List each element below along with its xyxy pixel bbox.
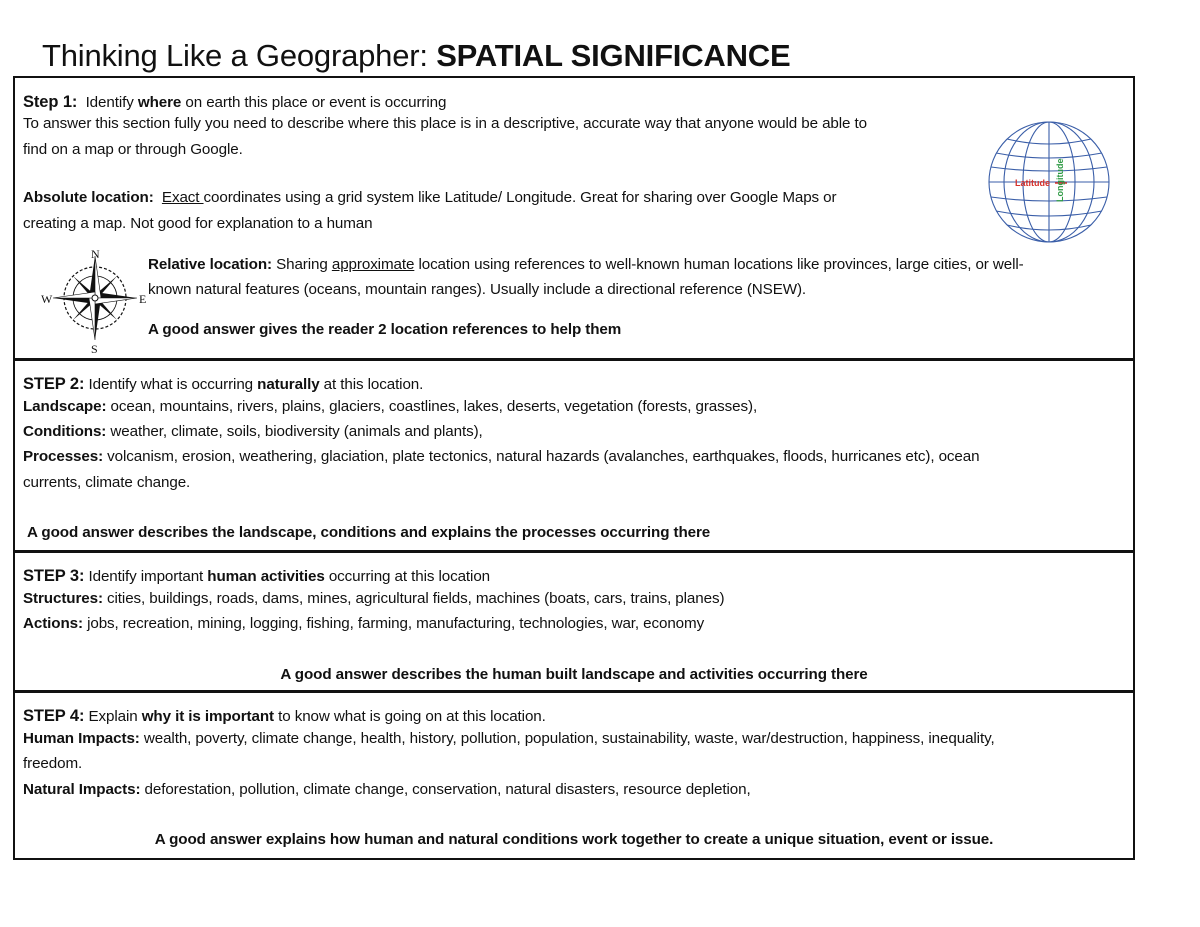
- landscape-line: [23, 397, 757, 417]
- step-3-heading: [23, 566, 490, 587]
- relative-location-approx: approximate: [331, 256, 415, 273]
- globe-icon: [985, 118, 1113, 246]
- step-2-heading: [23, 374, 423, 395]
- processes-text: volcanism, erosion, weathering, glaciation, plate tectonics, natural hazards (avalanches, earthquakes, floods, hurricanes etc), ocean: [103, 448, 980, 465]
- relative-location-text-a: Sharing: [271, 256, 332, 273]
- step-2-intro-b: at this location.: [319, 376, 424, 393]
- step-4-good-answer: [15, 830, 1133, 850]
- globe-longitude-label: Longitude: [1055, 158, 1065, 202]
- relative-location-text-b: location using references to well-known human locations like provinces, large cities, or well-: [414, 256, 1024, 273]
- processes-line-2: currents, climate change.: [23, 474, 191, 491]
- step-4-intro-a: Explain: [84, 708, 142, 725]
- compass-west-label: W: [41, 292, 53, 306]
- structures-text: cities, buildings, roads, dams, mines, agricultural fields, machines (boats, cars, trains, planes): [102, 590, 725, 607]
- absolute-location-line-1: [23, 188, 836, 208]
- step-1-label: Step 1:: [23, 93, 78, 111]
- step-4-heading: [23, 706, 546, 727]
- step-1-intro-bold: where: [137, 94, 182, 111]
- step-2-intro-bold: naturally: [257, 376, 320, 393]
- compass-rose-icon: [39, 246, 149, 354]
- conditions-line: [23, 422, 483, 442]
- step-3-good-answer-text: A good answer describes the human built landscape and activities occurring there: [280, 666, 868, 683]
- step-3-label: STEP 3:: [23, 567, 85, 585]
- relative-location-line-2: known natural features (oceans, mountain ranges). Usually include a directional reference (NSEW).: [148, 281, 807, 298]
- compass-north-label: N: [91, 247, 100, 261]
- step-4-section: [13, 690, 1135, 860]
- conditions-label: Conditions:: [23, 423, 107, 440]
- step-2-good-answer-text: A good answer describes the landscape, conditions and explains the processes occurring there: [27, 524, 711, 541]
- absolute-location-exact: Exact: [161, 189, 204, 206]
- step-3-intro-bold: human activities: [207, 568, 325, 585]
- step-3-good-answer: [15, 665, 1133, 685]
- actions-line: [23, 614, 704, 634]
- step-1-intro-a: Identify: [85, 94, 138, 111]
- step-4-intro-b: to know what is going on at this location.: [274, 708, 546, 725]
- step-3-intro-a: Identify important: [84, 568, 208, 585]
- natural-impacts-line: [23, 780, 751, 800]
- compass-south-label: S: [91, 342, 98, 354]
- step-2-intro-a: Identify what is occurring: [84, 376, 258, 393]
- absolute-location-line-2: creating a map. Not good for explanation to a human: [23, 215, 373, 232]
- step-1-good-answer: [148, 320, 621, 340]
- step-2-label: STEP 2:: [23, 375, 85, 393]
- step-1-desc-line-1: To answer this section fully you need to describe where this place is in a descriptive, accurate way that anyone would be able to: [23, 115, 867, 132]
- absolute-location-text: coordinates using a grid system like Latitude/ Longitude. Great for sharing over Google Maps or: [203, 189, 837, 206]
- human-impacts-label: Human Impacts:: [23, 730, 140, 747]
- step-3-section: [13, 550, 1135, 693]
- structures-line: [23, 589, 724, 609]
- step-1-heading: [23, 92, 446, 113]
- step-1-good-answer-text: A good answer gives the reader 2 location references to help them: [148, 321, 622, 338]
- step-2-good-answer: [27, 523, 710, 543]
- title-prefix: Thinking Like a Geographer:: [42, 38, 437, 73]
- step-4-intro-bold: why it is important: [141, 708, 274, 725]
- structures-label: Structures:: [23, 590, 103, 607]
- relative-location-line-1: [148, 255, 1024, 275]
- actions-text: jobs, recreation, mining, logging, fishing, farming, manufacturing, technologies, war, economy: [82, 615, 705, 632]
- landscape-label: Landscape:: [23, 398, 107, 415]
- actions-label: Actions:: [23, 615, 83, 632]
- conditions-text: weather, climate, soils, biodiversity (animals and plants),: [106, 423, 483, 440]
- globe-latitude-label: Latitude: [1015, 178, 1050, 188]
- step-1-intro-b: on earth this place or event is occurring: [181, 94, 447, 111]
- processes-label: Processes:: [23, 448, 104, 465]
- relative-location-label: Relative location:: [148, 256, 272, 273]
- step-1-desc-line-2: find on a map or through Google.: [23, 141, 243, 158]
- step-3-intro-b: occurring at this location: [324, 568, 491, 585]
- page-title: [42, 36, 790, 76]
- step-1-section: [13, 76, 1135, 361]
- processes-line-1: [23, 447, 979, 467]
- absolute-location-label: Absolute location:: [23, 189, 154, 206]
- human-impacts-line-2: freedom.: [23, 755, 83, 772]
- natural-impacts-text: deforestation, pollution, climate change, conservation, natural disasters, resource depletion,: [140, 781, 751, 798]
- compass-east-label: E: [139, 292, 147, 306]
- step-4-good-answer-text: A good answer explains how human and natural conditions work together to create a unique situation, event or issue.: [154, 831, 994, 848]
- step-4-label: STEP 4:: [23, 707, 85, 725]
- natural-impacts-label: Natural Impacts:: [23, 781, 141, 798]
- title-emphasis: SPATIAL SIGNIFICANCE: [436, 38, 791, 73]
- human-impacts-text: wealth, poverty, climate change, health, history, pollution, population, sustainability, waste, war/destruction, happiness, inequality,: [139, 730, 995, 747]
- human-impacts-line-1: [23, 729, 995, 749]
- step-2-section: [13, 358, 1135, 553]
- landscape-text: ocean, mountains, rivers, plains, glaciers, coastlines, lakes, deserts, vegetation (forests, grasses),: [106, 398, 758, 415]
